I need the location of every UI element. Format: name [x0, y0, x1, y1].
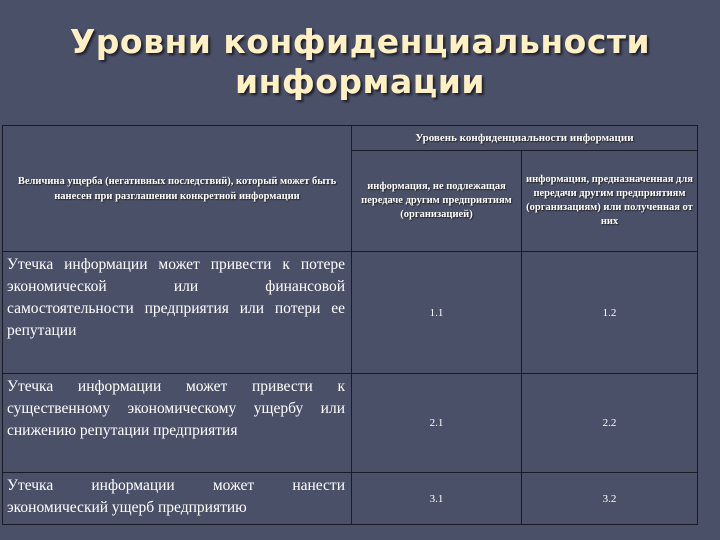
row-label: Утечка информации может нанести экономический ущерб предприятию — [3, 473, 352, 525]
header-row-top — [3, 126, 698, 151]
cell-code: 1.2 — [522, 252, 698, 374]
cell-code: 2.1 — [352, 374, 522, 473]
corner-header: Величина ущерба (негативных последствий), который может быть нанесен при разглашении конкретной информации — [3, 126, 352, 252]
slide-title — [0, 22, 720, 102]
row-label: Утечка информации может привести к существенному экономическому ущербу или снижению репутации предприятия — [3, 374, 352, 473]
title-line-1: Уровни конфиденциальности — [69, 22, 651, 61]
confidentiality-table — [2, 125, 698, 525]
col1-header: информация, не подлежащая передаче другим предприятиям (организацией) — [352, 151, 522, 252]
table-row — [3, 374, 698, 473]
group-header: Уровень конфиденциальности информации — [352, 126, 698, 151]
cell-code: 3.2 — [522, 473, 698, 525]
title-line-2: информации — [235, 62, 485, 101]
cell-code: 2.2 — [522, 374, 698, 473]
table-row — [3, 252, 698, 374]
cell-code: 3.1 — [352, 473, 522, 525]
col2-header: информация, предназначенная для передачи другим предприятиям (организациям) или полученная от них — [522, 151, 698, 252]
cell-code: 1.1 — [352, 252, 522, 374]
table-row — [3, 473, 698, 525]
row-label: Утечка информации может привести к потере экономической или финансовой самостоятельности предприятия или потери ее репутации — [3, 252, 352, 374]
